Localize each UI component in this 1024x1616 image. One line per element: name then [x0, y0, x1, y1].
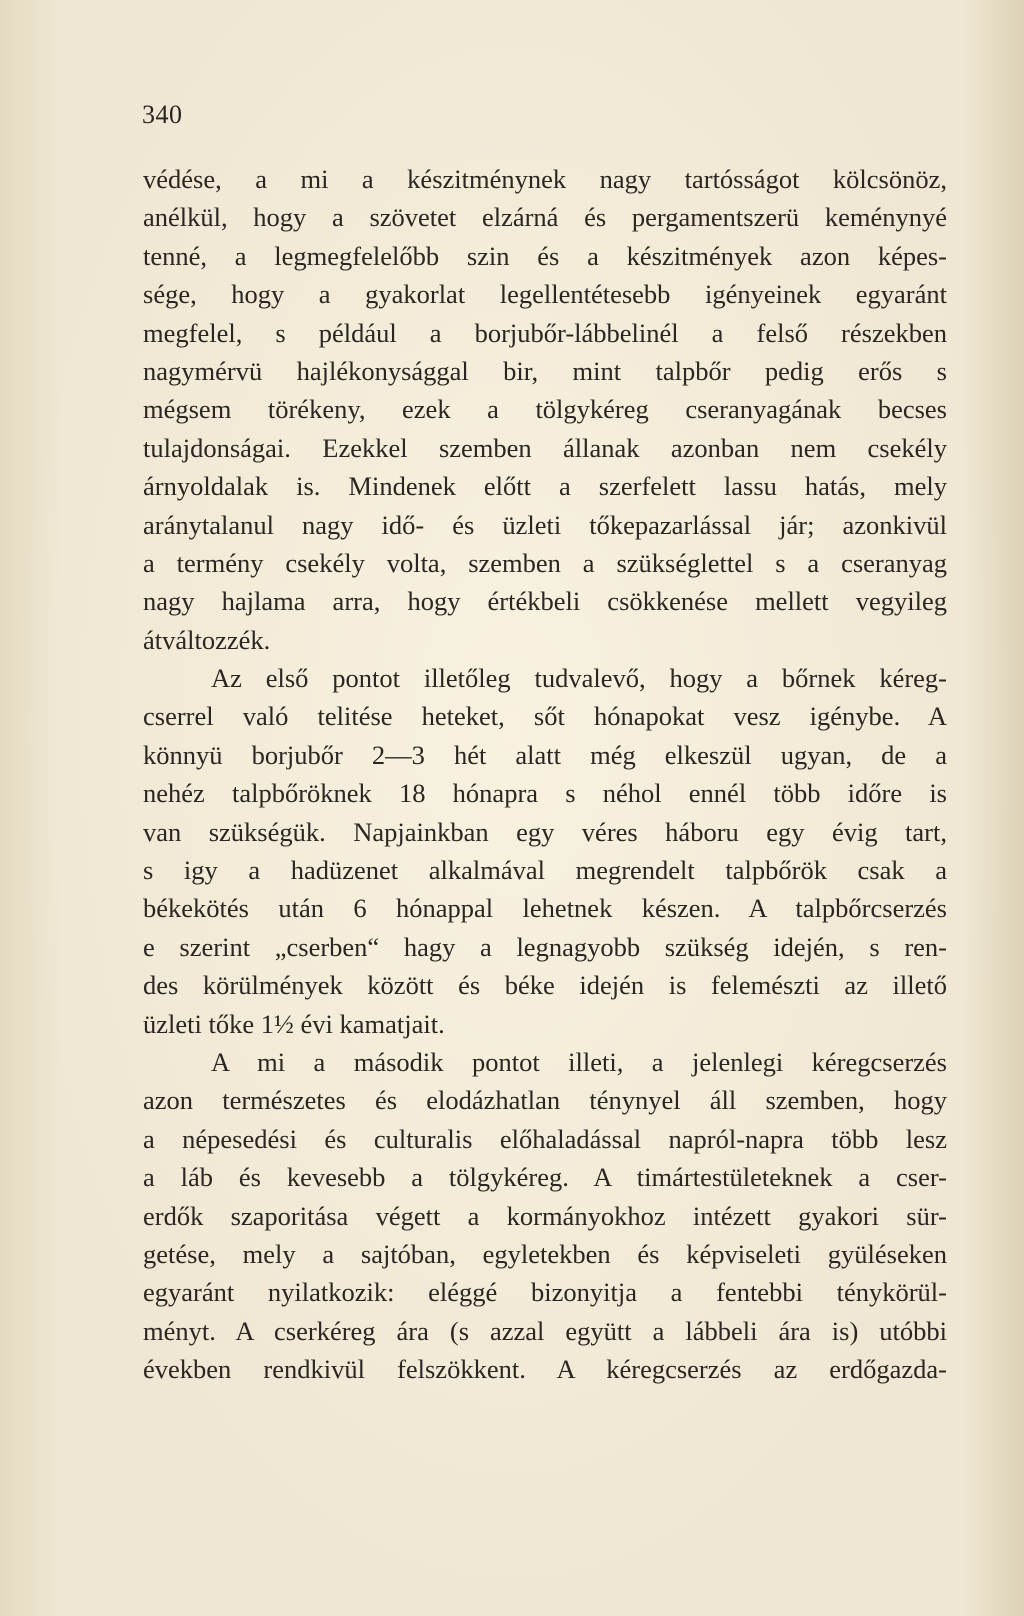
text-line: tulajdonságai. Ezekkel szemben állanak azonban nem csekély — [143, 432, 947, 463]
page-number: 340 — [142, 100, 183, 129]
text-line: nagy hajlama arra, hogy értékbeli csökkenése mellett vegyileg — [143, 586, 947, 617]
text-line: békekötés után 6 hónappal lehetnek készen. A talpbőrcserzés — [143, 893, 947, 924]
text-line: azon természetes és elodázhatlan ténynyel áll szemben, hogy — [143, 1085, 947, 1116]
text-line: getése, mely a sajtóban, egyletekben és képviseleti gyüléseken — [143, 1238, 947, 1269]
text-line: a láb és kevesebb a tölgykéreg. A timártestületeknek a cser- — [143, 1162, 947, 1193]
text-line: A mi a második pontot illeti, a jelenlegi kéregcserzés — [211, 1046, 947, 1077]
text-line: anélkül, hogy a szövetet elzárná és pergamentszerü keménynyé — [143, 202, 947, 233]
text-line: egyaránt nyilatkozik: eléggé bizonyitja a fentebbi ténykörül- — [143, 1277, 947, 1308]
text-line: aránytalanul nagy idő- és üzleti tőkepazarlással jár; azonkivül — [143, 509, 947, 540]
text-line: s igy a hadüzenet alkalmával megrendelt talpbőrök csak a — [143, 855, 947, 886]
text-line: tenné, a legmegfelelőbb szin és a készitmények azon képes- — [143, 240, 947, 271]
text-line: sége, hogy a gyakorlat legellentétesebb igényeinek egyaránt — [143, 279, 947, 310]
text-line: a termény csekély volta, szemben a szükséglettel s a cseranyag — [143, 547, 947, 578]
text-line: mégsem törékeny, ezek a tölgykéreg cseranyagának becses — [143, 394, 947, 425]
text-line: védése, a mi a készitménynek nagy tartósságot kölcsönöz, — [143, 164, 947, 194]
text-line: a népesedési és culturalis előhaladással napról-napra több lesz — [143, 1123, 947, 1154]
text-line: nehéz talpbőröknek 18 hónapra s néhol ennél több időre is — [143, 778, 947, 809]
text-line: ményt. A cserkéreg ára (s azzal együtt a lábbeli ára is) utóbbi — [143, 1315, 947, 1346]
text-line: könnyü borjubőr 2—3 hét alatt még elkeszül ugyan, de a — [143, 739, 947, 770]
text-line: megfelel, s például a borjubőr-lábbelinél a felső részekben — [143, 317, 947, 348]
text-line: erdők szaporitása végett a kormányokhoz intézett gyakori sür- — [143, 1200, 947, 1231]
text-line: Az első pontot illetőleg tudvalevő, hogy a bőrnek kéreg- — [211, 663, 947, 694]
text-line: e szerint „cserben“ hagy a legnagyobb szükség idején, s ren- — [143, 931, 947, 962]
text-line: cserrel való telitése heteket, sőt hónapokat vesz igénybe. A — [143, 701, 947, 732]
text-line: nagymérvü hajlékonysággal bir, mint talpbőr pedig erős s — [143, 355, 947, 386]
text-line: árnyoldalak is. Mindenek előtt a szerfelett lassu hatás, mely — [143, 471, 947, 502]
body-text — [143, 160, 947, 1389]
text-line: átváltozzék. — [143, 624, 271, 655]
text-line: üzleti tőke 1½ évi kamatjait. — [143, 1008, 445, 1039]
text-line: van szükségük. Napjainkban egy véres háboru egy évig tart, — [143, 816, 947, 847]
text-line: években rendkivül felszökkent. A kéregcserzés az erdőgazda- — [143, 1354, 947, 1385]
text-line: des körülmények között és béke idején is felemészti az illető — [143, 970, 947, 1001]
